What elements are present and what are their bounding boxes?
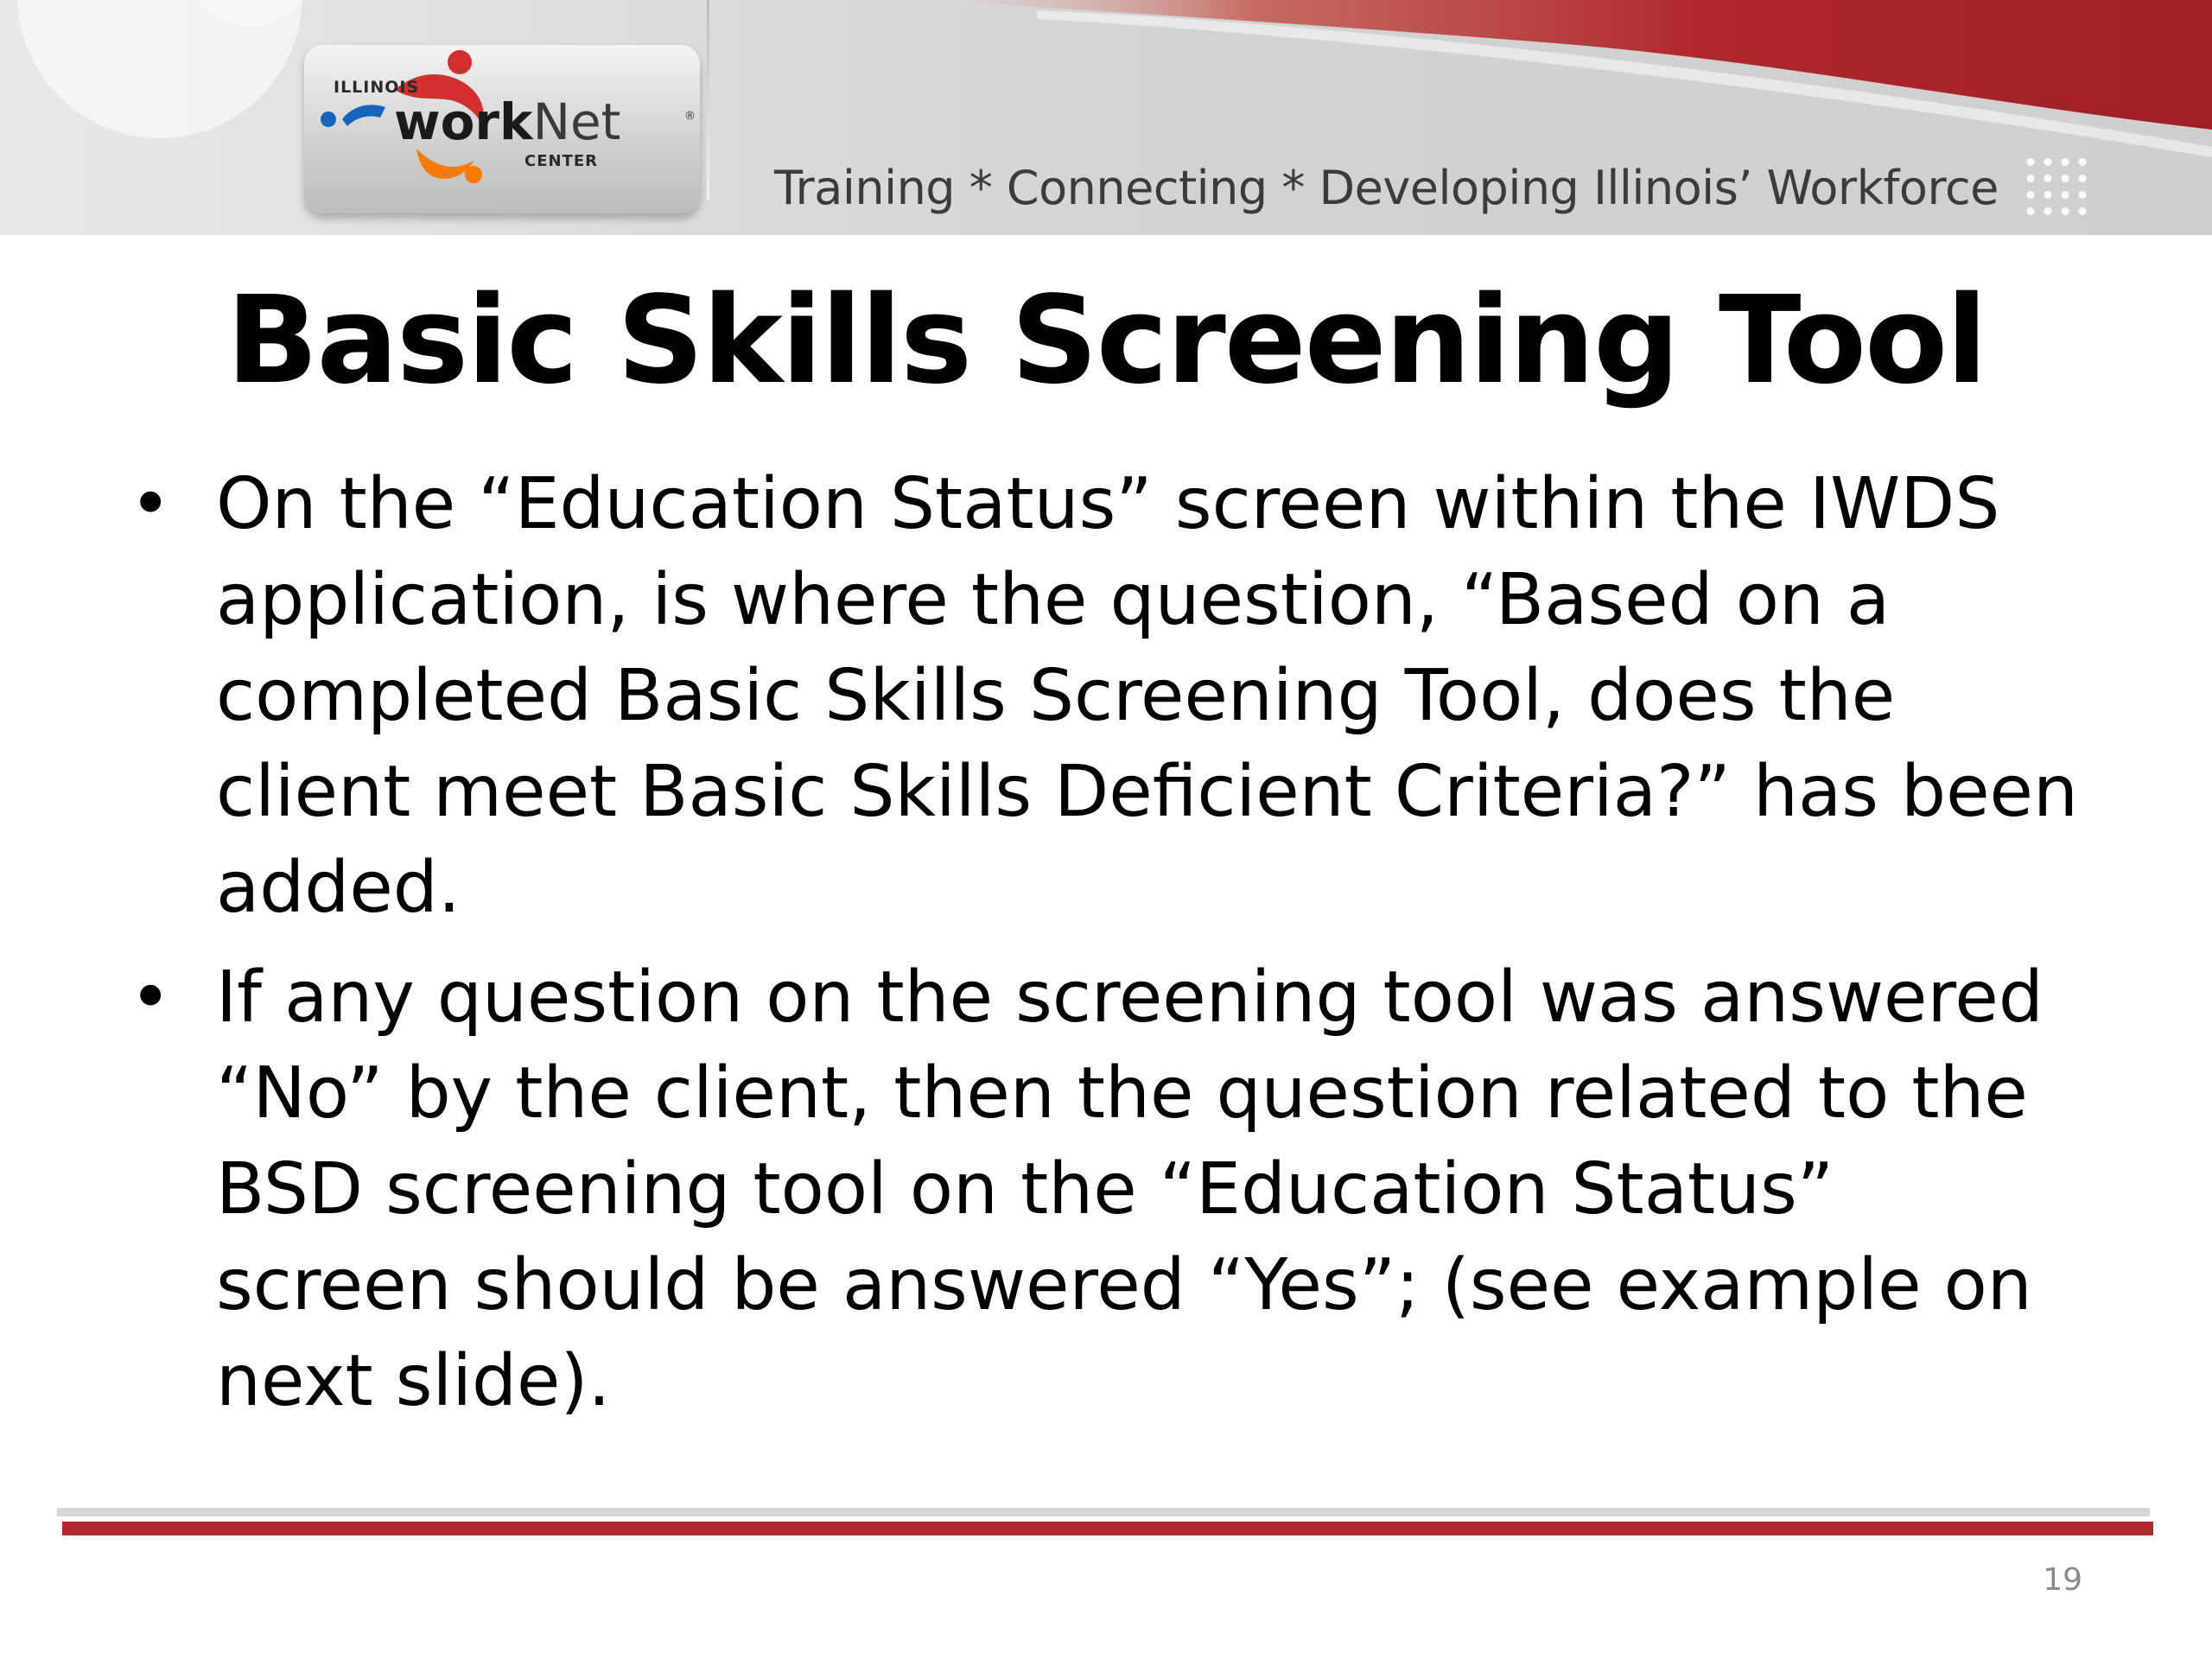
logo-net-text: Net: [532, 92, 621, 151]
bullet-marker: •: [130, 957, 172, 1039]
logo-center-text: CENTER: [524, 152, 599, 170]
footer-rule-red: [62, 1522, 2153, 1535]
banner-tagline: Training * Connecting * Developing Illinois’ Workforce: [774, 161, 1999, 215]
banner-divider: [707, 0, 709, 200]
illinois-worknet-logo: [304, 45, 700, 213]
bullet-item: [130, 950, 2082, 1429]
logo-state-text: ILLINOIS: [334, 78, 420, 97]
header-banner: [0, 0, 2212, 235]
bullet-text: If any question on the screening tool was answered “No” by the client, then the question related to the BSD screening tool on the “Education Status” screen should be answered “Yes”; (see example on next slide).: [216, 957, 2044, 1422]
slide-title: Basic Skills Screening Tool: [226, 270, 1986, 411]
page-number: 19: [2043, 1562, 2082, 1598]
logo-work-text: work: [394, 92, 533, 151]
bullet-list: [130, 456, 2082, 1443]
footer-rule-gray: [57, 1508, 2150, 1516]
bullet-item: [130, 456, 2082, 936]
banner-dot-grid: [2022, 154, 2091, 219]
bullet-text: On the “Education Status” screen within the IWDS application, is where the question, “Based on a completed Basic Skills Screening Tool, does the client meet Basic Skills Deficient Criteria?” has been added.: [216, 463, 2078, 929]
logo-trademark: ®: [684, 110, 696, 123]
logo-wordmark: [394, 92, 620, 152]
bullet-marker: •: [130, 463, 172, 545]
